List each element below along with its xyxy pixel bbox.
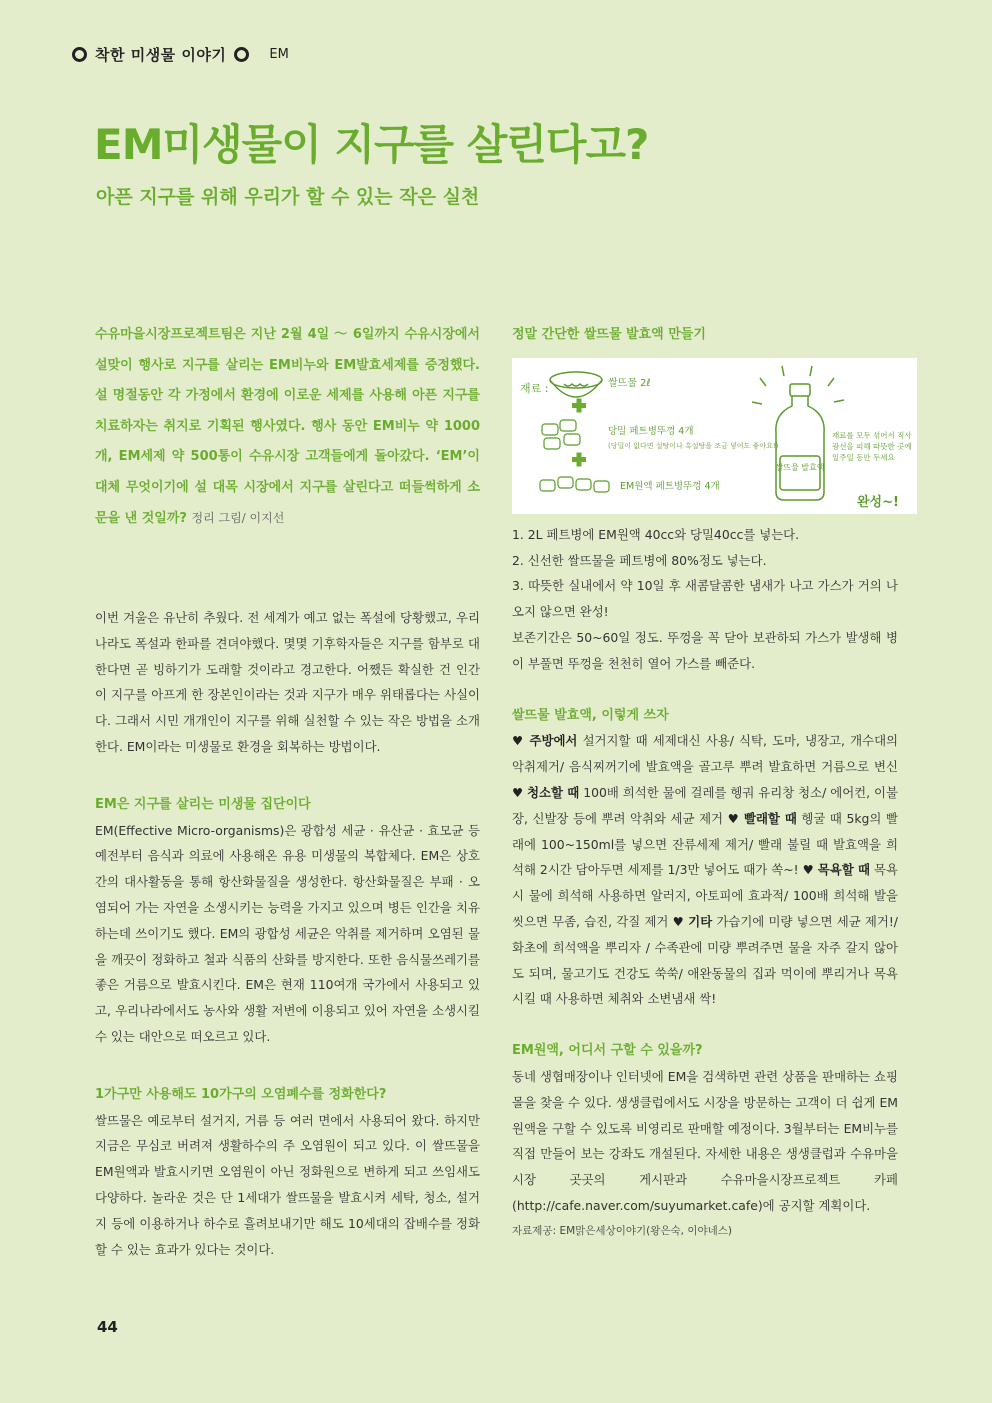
- section2-heading: 1가구만 사용해도 10가구의 오염폐수를 정화한다?: [95, 1086, 387, 1102]
- section2-paragraph: 쌀뜨물은 예로부터 설거지, 거름 등 여러 면에서 사용되어 왔다. 하지만 지금은 무심코 버려져 생활하수의 주 오염원이 되고 있다. 이 쌀뜨물을 EM원액과 발효시키면 오염원이 아닌 정화원으로 변하게 되고 쓰임새도 다양하다. 놀라운 것은 단 1세대가 쌀뜨물을 발효시켜 세탁, 청소, 설거지 등에 이용하거나 하수로 흘려보내기만 해도 10세대의 잡배수를 정화할 수 있는 효과가 있다는 것이다.: [95, 1112, 480, 1257]
- recipe-illustration: [512, 358, 917, 514]
- usage-paragraph: [512, 728, 898, 1012]
- usage-label: 기타: [688, 913, 713, 929]
- recipe-step: 2. 신선한 쌀뜨물을 페트병에 80%정도 넣는다.: [512, 552, 767, 568]
- section-header: [72, 44, 289, 65]
- section1-heading: EM은 지구를 살리는 미생물 집단이다: [95, 796, 311, 812]
- where-heading: EM원액, 어디서 구할 수 있을까?: [512, 1043, 703, 1059]
- plus-icon: [572, 398, 586, 412]
- lead-text: 수유마을시장프로젝트팀은 지난 2월 4일 ～ 6일까지 수유시장에서 설맞이 행사로 지구를 살리는 EM비누와 EM발효세제를 증정했다. 설 명절동안 각 가정에서 환경에 이로운 세제를 사용해 아픈 지구를 치료하자는 취지로 기획된 행사였다. 행사 동안 EM비누 약 1000개, EM세제 약 500통이 수유시장 고객들에게 돌아갔다. ‘EM’이 대체 무엇이기에 설 대목 시장에서 지구를 살린다고 떠들썩하게 소문을 낸 것일까?: [95, 327, 480, 526]
- plus-icon: [572, 452, 586, 466]
- recipe-heading: 정말 간단한 쌀뜨물 발효액 만들기: [512, 327, 706, 342]
- sugar-label: 당밀 페트병뚜껑 4개: [608, 425, 694, 437]
- source-credit: 자료제공: EM맑은세상이야기(왕은숙, 이야네스): [512, 1224, 733, 1237]
- lead-credit: 정리 그림/ 이지선: [191, 511, 285, 525]
- series-title: 착한 미생물 이야기: [95, 46, 227, 64]
- ingredients-label: 재료 :: [520, 381, 549, 395]
- usage-heading: 쌀뜨물 발효액, 이렇게 쓰자: [512, 707, 669, 723]
- usage-text: 목욕 시 물에 희석해 사용하면 알러지, 아토피에 효과적/ 100배 희석해 발을 씻으면 무좀, 습진, 각질 제거: [512, 862, 898, 929]
- article-subtitle: 아픈 지구를 위해 우리가 할 수 있는 작은 실천: [96, 186, 480, 208]
- recipe-step: 3. 따뜻한 실내에서 약 10일 후 새콤달콤한 냄새가 나고 가스가 거의 나오지 않으면 완성!: [512, 578, 898, 620]
- page-number: 44: [97, 1318, 118, 1336]
- usage-text: 가습기에 미량 넣으면 세균 제거!/ 화초에 희석액을 뿌리자 / 수족관에 미량 뿌려주면 물을 자주 갈지 않아도 되며, 물고기도 건강도 쑥쑥/ 애완동물의 집과 먹이에 뿌리거나 목욕시킬 때 사용하면 체취와 소변냄새 싹!: [512, 913, 898, 1007]
- bottle-caps-icon: [542, 420, 580, 449]
- sugar-note: (당밀이 없다면 설탕이나 흑설탕을 조금 넣어도 좋아요!): [608, 441, 779, 450]
- heart-icon: ♥: [672, 913, 684, 929]
- right-body: [512, 322, 912, 1245]
- usage-text: 100배 희석한 물에 걸레를 헹궈 유리창 청소/ 에어컨, 이불장, 신발장 등에 뿌려 악취와 세균 제거: [512, 784, 898, 826]
- usage-text: 설거지할 때 세제대신 사용/ 식탁, 도마, 냉장고, 개수대의 악취제거/ 음식찌꺼기에 발효액을 골고루 뿌려 발효하면 거름으로 변신: [512, 733, 899, 775]
- done-label: 완성~!: [857, 494, 899, 510]
- ring-icon: [72, 47, 87, 62]
- rice-bowl-icon: [550, 372, 602, 397]
- rice-water-label: 쌀뜨물 2ℓ: [608, 377, 651, 389]
- usage-text: 헹굴 때 5kg의 빨래에 100~150ml를 넣으면 잔류세제 제거/ 빨래 불릴 때 발효액을 희석해 2시간 담아두면 세제를 1/3만 넣어도 때가 쏙~!: [512, 810, 898, 878]
- bottle-icon: [752, 366, 844, 500]
- em-label: EM원액 페트병뚜껑 4개: [620, 480, 720, 492]
- ring-icon: [234, 47, 249, 62]
- usage-label: 빨래할 때: [743, 810, 797, 826]
- usage-label: 청소할 때: [527, 784, 580, 800]
- heart-icon: ♥: [802, 862, 814, 878]
- usage-label: 주방에서: [529, 733, 578, 749]
- article-title: EM미생물이 지구를 살린다고?: [94, 120, 649, 169]
- left-body: [95, 605, 480, 1262]
- lead-paragraph: [95, 320, 480, 535]
- heart-icon: ♥: [512, 784, 524, 800]
- usage-label: 목욕할 때: [817, 862, 871, 878]
- lead-block: [95, 320, 480, 535]
- bottle-caps-icon: [540, 477, 609, 492]
- recipe-step: 1. 2L 페트병에 EM원액 40cc와 당밀40cc를 넣는다.: [512, 526, 800, 542]
- section1-paragraph: EM(Effective Micro-organisms)은 광합성 세균 · 유산균 · 효모균 등 예전부터 음식과 의료에 사용해온 유용 미생물의 복합체다. EM은 상호간의 대사활동을 통해 항산화물질을 생성한다. 항산화물질은 부패 · 오염되어 가는 자연을 소생시키는 능력을 가지고 있으며 병든 인간을 치유하는데 쓰이기도 했다. EM의 광합성 세균은 악취를 제거하며 오염된 물을 깨끗이 정화하고 철과 식품의 산화를 방지한다. 또한 음식물쓰레기를 좋은 거름으로 발효시킨다. EM은 현재 110여개 국가에서 사용되고 있고, 우리나라에서도 농사와 생활 저변에 이용되고 있어 자연을 소생시킬 수 있는 대안으로 떠오르고 있다.: [95, 822, 480, 1044]
- heart-icon: ♥: [512, 733, 525, 749]
- where-paragraph: 동네 생협매장이나 인터넷에 EM을 검색하면 관련 상품을 판매하는 쇼핑몰을 찾을 수 있다. 생생클럽에서도 시장을 방문하는 고객이 더 쉽게 EM원액을 구할 수 있도록 비영리로 판매할 예정이다. 3월부터는 EM비누를 직접 만들어 보는 강좌도 개설된다. 자세한 내용은 생생클럽과 수유마을시장 곳곳의 게시판과 수유마을시장프로젝트 카페(http://cafe.naver.com/suyumarket.cafe)에 공지할 계획이다.: [512, 1068, 898, 1213]
- series-tag: EM: [269, 47, 289, 62]
- bottle-label: 쌀뜨물 발효액: [775, 462, 825, 472]
- storage-note: 보존기간은 50~60일 정도. 뚜껑을 꼭 닫아 보관하되 가스가 발생해 병이 부풀면 뚜껑을 천천히 열어 가스를 빼준다.: [512, 629, 898, 671]
- intro-paragraph: 이번 겨울은 유난히 추웠다. 전 세계가 예고 없는 폭설에 당황했고, 우리나라도 폭설과 한파를 견뎌야했다. 몇몇 기후학자들은 지구를 함부로 대한다면 곧 빙하기가 도래할 것이라고 경고한다. 어쨌든 확실한 건 인간이 지구를 아프게 한 장본인이라는 것과 지구가 매우 위태롭다는 사실이다. 그래서 시민 개개인이 지구를 위해 실천할 수 있는 작은 방법을 소개한다. EM이라는 미생물로 환경을 회복하는 방법이다.: [95, 610, 480, 754]
- heart-icon: ♥: [727, 810, 740, 826]
- side-note: 재료를 모두 섞어서 직사광선을 피해 따뜻한 곳에 일주일 동안 두세요: [832, 430, 912, 462]
